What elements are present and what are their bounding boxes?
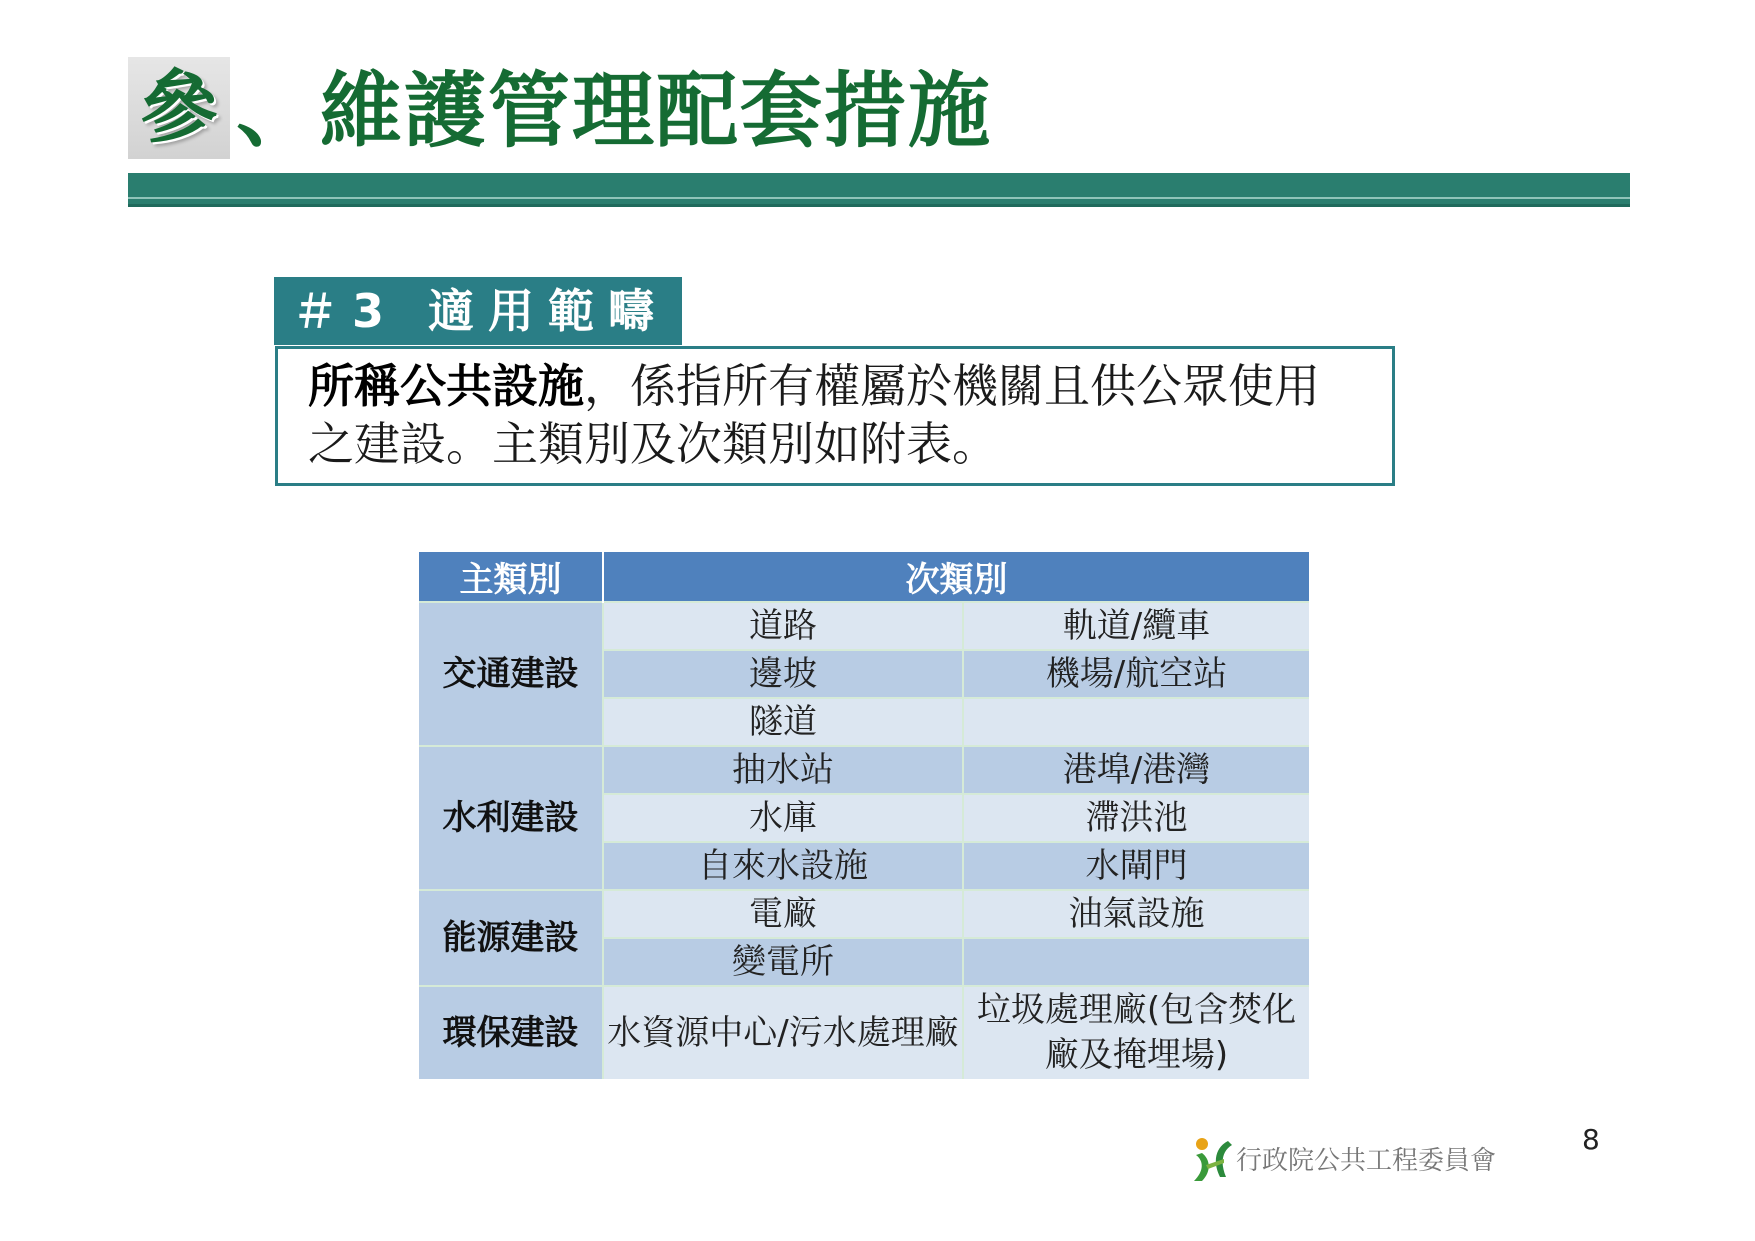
sub-category-cell: 水資源中心/污水處理廠 (603, 986, 963, 1079)
sub-category-cell: 道路 (603, 602, 963, 650)
title-divider-bar (128, 173, 1630, 207)
sub-category-cell: 軌道/纜車 (963, 602, 1309, 650)
sub-category-cell: 港埠/港灣 (963, 746, 1309, 794)
table-row (419, 746, 1309, 794)
table-row (419, 602, 1309, 650)
section-tab-label: ＃3 適用範疇 (292, 284, 669, 338)
category-table (419, 552, 1309, 1079)
main-category-cell: 能源建設 (419, 890, 603, 986)
pcc-logo-icon (1190, 1135, 1234, 1183)
sub-category-cell: 水閘門 (963, 842, 1309, 890)
main-category-cell: 環保建設 (419, 986, 603, 1079)
sub-category-cell: 隧道 (603, 698, 963, 746)
main-category-cell: 水利建設 (419, 746, 603, 890)
sub-category-cell: 垃圾處理廠(包含焚化廠及掩埋場) (963, 986, 1309, 1079)
sub-category-cell: 機場/航空站 (963, 650, 1309, 698)
sub-category-cell: 滯洪池 (963, 794, 1309, 842)
sub-category-cell: 電廠 (603, 890, 963, 938)
definition-box (275, 346, 1395, 486)
sub-category-cell (963, 698, 1309, 746)
sub-category-cell: 油氣設施 (963, 890, 1309, 938)
sub-category-cell: 邊坡 (603, 650, 963, 698)
page-number: 8 (1582, 1123, 1600, 1156)
header-main-category: 主類別 (419, 552, 603, 602)
sub-category-cell: 水庫 (603, 794, 963, 842)
section-tab (274, 277, 682, 345)
sub-category-cell: 變電所 (603, 938, 963, 986)
sub-category-cell (963, 938, 1309, 986)
definition-term: 所稱公共設施 (308, 359, 584, 413)
definition-text: ，係指所有權屬於機關且供公眾使用之建設。主類別及次類別如附表。 (308, 359, 1320, 471)
sub-category-cell: 自來水設施 (603, 842, 963, 890)
table-row (419, 986, 1309, 1079)
table-header-row (419, 552, 1309, 602)
main-category-cell: 交通建設 (419, 602, 603, 746)
sub-category-cell: 抽水站 (603, 746, 963, 794)
header-sub-category: 次類別 (603, 552, 1309, 602)
page-title: 、維護管理配套措施 (236, 64, 993, 159)
table-row (419, 890, 1309, 938)
title-badge (128, 57, 230, 159)
title-badge-char: 參 (139, 63, 218, 153)
organization-name: 行政院公共工程委員會 (1236, 1146, 1497, 1176)
